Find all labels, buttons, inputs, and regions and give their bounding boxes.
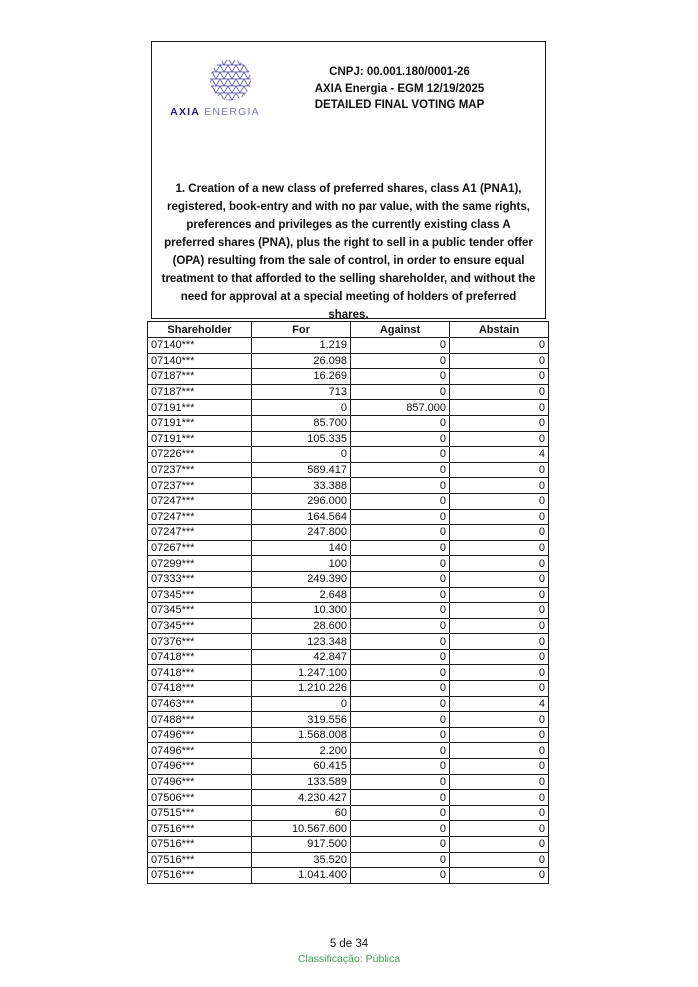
vote-count-cell: 0 (450, 338, 549, 354)
vote-count-cell: 0 (351, 665, 450, 681)
vote-count-cell: 2.648 (252, 587, 351, 603)
table-row (148, 743, 549, 759)
vote-count-cell: 1.219 (252, 338, 351, 354)
vote-count-cell: 0 (351, 462, 450, 478)
vote-count-cell: 10.567.600 (252, 821, 351, 837)
vote-count-cell: 917.500 (252, 837, 351, 853)
table-row (148, 852, 549, 868)
shareholder-cell: 07226*** (148, 447, 252, 463)
shareholder-cell: 07345*** (148, 603, 252, 619)
vote-count-cell: 0 (450, 462, 549, 478)
vote-count-cell: 0 (351, 556, 450, 572)
shareholder-cell: 07191*** (148, 415, 252, 431)
vote-count-cell: 0 (252, 696, 351, 712)
table-row (148, 415, 549, 431)
shareholder-cell: 07516*** (148, 852, 252, 868)
table-row (148, 556, 549, 572)
vote-count-cell: 0 (450, 493, 549, 509)
logo-wordmark (170, 106, 260, 118)
vote-count-cell: 105.335 (252, 431, 351, 447)
shareholder-cell: 07488*** (148, 712, 252, 728)
document-title: DETAILED FINAL VOTING MAP (314, 99, 485, 111)
vote-count-cell: 1.568.008 (252, 727, 351, 743)
vote-count-cell: 28.600 (252, 618, 351, 634)
vote-count-cell: 0 (351, 431, 450, 447)
shareholder-cell: 07418*** (148, 681, 252, 697)
vote-count-cell: 0 (450, 852, 549, 868)
table-row (148, 525, 549, 541)
table-row (148, 447, 549, 463)
vote-count-cell: 16.269 (252, 369, 351, 385)
shareholder-cell: 07247*** (148, 525, 252, 541)
vote-count-cell: 0 (351, 743, 450, 759)
vote-count-cell: 0 (450, 509, 549, 525)
vote-count-cell: 0 (450, 649, 549, 665)
shareholder-cell: 07376*** (148, 634, 252, 650)
shareholder-cell: 07516*** (148, 837, 252, 853)
table-row (148, 837, 549, 853)
shareholder-cell: 07140*** (148, 338, 252, 354)
vote-count-cell: 0 (351, 415, 450, 431)
table-row (148, 821, 549, 837)
vote-count-cell: 33.388 (252, 478, 351, 494)
vote-count-cell: 0 (450, 525, 549, 541)
table-row (148, 665, 549, 681)
shareholder-cell: 07140*** (148, 353, 252, 369)
header-text-block (260, 58, 545, 118)
vote-count-cell: 0 (351, 681, 450, 697)
vote-count-cell: 0 (351, 852, 450, 868)
shareholder-cell: 07496*** (148, 743, 252, 759)
vote-count-cell: 164.564 (252, 509, 351, 525)
vote-count-cell: 589.417 (252, 462, 351, 478)
column-header-shareholder: Shareholder (148, 322, 252, 338)
table-header-row (148, 322, 549, 338)
vote-count-cell: 2.200 (252, 743, 351, 759)
vote-count-cell: 0 (252, 400, 351, 416)
vote-count-cell: 0 (351, 571, 450, 587)
table-row (148, 696, 549, 712)
table-row (148, 338, 549, 354)
vote-count-cell: 0 (450, 556, 549, 572)
shareholder-cell: 07191*** (148, 400, 252, 416)
vote-count-cell: 0 (450, 665, 549, 681)
table-row (148, 493, 549, 509)
vote-count-cell: 296.000 (252, 493, 351, 509)
shareholder-cell: 07418*** (148, 665, 252, 681)
vote-count-cell: 0 (351, 790, 450, 806)
vote-count-cell: 0 (450, 868, 549, 884)
vote-count-cell: 0 (351, 493, 450, 509)
column-header-for: For (252, 322, 351, 338)
table-body (148, 338, 549, 884)
shareholder-cell: 07247*** (148, 509, 252, 525)
vote-count-cell: 100 (252, 556, 351, 572)
vote-count-cell: 249.390 (252, 571, 351, 587)
vote-count-cell: 0 (351, 447, 450, 463)
vote-count-cell: 0 (351, 618, 450, 634)
table-row (148, 603, 549, 619)
vote-count-cell: 0 (450, 743, 549, 759)
logo-wordmark-axia: AXIA (170, 106, 201, 118)
vote-count-cell: 133.589 (252, 774, 351, 790)
header-agenda-box (151, 41, 546, 319)
shareholder-cell: 07187*** (148, 369, 252, 385)
vote-count-cell: 0 (351, 696, 450, 712)
vote-count-cell: 0 (351, 509, 450, 525)
vote-count-cell: 0 (450, 571, 549, 587)
vote-count-cell: 319.556 (252, 712, 351, 728)
column-header-abstain: Abstain (450, 322, 549, 338)
table-row (148, 462, 549, 478)
table-row (148, 790, 549, 806)
table-row (148, 478, 549, 494)
document-header (152, 42, 545, 118)
vote-count-cell: 0 (450, 384, 549, 400)
vote-count-cell: 85.700 (252, 415, 351, 431)
shareholder-cell: 07496*** (148, 774, 252, 790)
vote-count-cell: 0 (450, 759, 549, 775)
shareholder-cell: 07515*** (148, 805, 252, 821)
vote-count-cell: 0 (450, 634, 549, 650)
table-row (148, 649, 549, 665)
vote-count-cell: 0 (351, 384, 450, 400)
vote-count-cell: 0 (450, 821, 549, 837)
vote-count-cell: 4 (450, 447, 549, 463)
vote-count-cell: 123.348 (252, 634, 351, 650)
axia-sphere-logo-icon (208, 58, 253, 104)
vote-count-cell: 0 (450, 727, 549, 743)
table-row (148, 369, 549, 385)
shareholder-cell: 07418*** (148, 649, 252, 665)
vote-count-cell: 0 (351, 338, 450, 354)
table-row (148, 712, 549, 728)
vote-count-cell: 10.300 (252, 603, 351, 619)
table-row (148, 571, 549, 587)
table-row (148, 618, 549, 634)
vote-count-cell: 0 (450, 400, 549, 416)
vote-count-cell: 1.247.100 (252, 665, 351, 681)
vote-count-cell: 140 (252, 540, 351, 556)
vote-count-cell: 0 (351, 369, 450, 385)
vote-count-cell: 4.230.427 (252, 790, 351, 806)
vote-count-cell: 60.415 (252, 759, 351, 775)
vote-count-cell: 0 (351, 603, 450, 619)
logo-wordmark-energia: ENERGIA (204, 106, 260, 118)
table-row (148, 587, 549, 603)
vote-count-cell: 0 (450, 681, 549, 697)
shareholder-cell: 07267*** (148, 540, 252, 556)
vote-count-cell: 0 (450, 603, 549, 619)
table-row (148, 353, 549, 369)
table-row (148, 431, 549, 447)
vote-count-cell: 0 (351, 759, 450, 775)
vote-count-cell: 0 (450, 618, 549, 634)
vote-count-cell: 0 (351, 837, 450, 853)
vote-count-cell: 713 (252, 384, 351, 400)
vote-count-cell: 857.000 (351, 400, 450, 416)
vote-count-cell: 0 (450, 415, 549, 431)
vote-count-cell: 0 (351, 634, 450, 650)
voting-table (147, 321, 549, 884)
page-number: 5 de 34 (329, 938, 369, 950)
vote-count-cell: 0 (450, 353, 549, 369)
agenda-item-text: 1. Creation of a new class of preferred shares, class A1 (PNA1), registered, book-entry and with no par value, with the same rights, preferences and privileges as the currently existing class A preferred shares (PNA), plus the right to sell in a public tender offer (OPA) resulting from the sale of control, in order to ensure equal treatment to that afforded to the selling shareholder, and without the need for approval at a special meeting of holders of preferred shares. (161, 183, 536, 321)
vote-count-cell: 0 (450, 712, 549, 728)
shareholder-cell: 07345*** (148, 618, 252, 634)
company-logo (152, 58, 260, 118)
shareholder-cell: 07191*** (148, 431, 252, 447)
vote-count-cell: 1.210.226 (252, 681, 351, 697)
column-header-against: Against (351, 322, 450, 338)
vote-count-cell: 4 (450, 696, 549, 712)
shareholder-cell: 07496*** (148, 727, 252, 743)
vote-count-cell: 0 (450, 790, 549, 806)
table-row (148, 509, 549, 525)
vote-count-cell: 26.098 (252, 353, 351, 369)
vote-count-cell: 0 (351, 805, 450, 821)
table-row (148, 540, 549, 556)
vote-count-cell: 0 (351, 525, 450, 541)
vote-count-cell: 0 (450, 540, 549, 556)
table-row (148, 681, 549, 697)
table-row (148, 759, 549, 775)
vote-count-cell: 0 (351, 868, 450, 884)
vote-count-cell: 247.800 (252, 525, 351, 541)
table-row (148, 634, 549, 650)
vote-count-cell: 0 (351, 774, 450, 790)
vote-count-cell: 0 (252, 447, 351, 463)
shareholder-cell: 07516*** (148, 868, 252, 884)
table-row (148, 868, 549, 884)
vote-count-cell: 0 (450, 774, 549, 790)
vote-count-cell: 0 (450, 369, 549, 385)
shareholder-cell: 07506*** (148, 790, 252, 806)
shareholder-cell: 07463*** (148, 696, 252, 712)
table-row (148, 774, 549, 790)
shareholder-cell: 07496*** (148, 759, 252, 775)
classification-label: Classificação: Pública (297, 953, 401, 965)
table-row (148, 400, 549, 416)
meeting-line: AXIA Energia - EGM 12/19/2025 (314, 82, 485, 95)
shareholder-cell: 07516*** (148, 821, 252, 837)
table-row (148, 384, 549, 400)
vote-count-cell: 42.847 (252, 649, 351, 665)
vote-count-cell: 1.041.400 (252, 868, 351, 884)
shareholder-cell: 07247*** (148, 493, 252, 509)
shareholder-cell: 07299*** (148, 556, 252, 572)
vote-count-cell: 0 (351, 821, 450, 837)
cnpj-line: CNPJ: 00.001.180/0001-26 (329, 66, 470, 78)
shareholder-cell: 07333*** (148, 571, 252, 587)
vote-count-cell: 0 (450, 431, 549, 447)
table-row (148, 805, 549, 821)
vote-count-cell: 0 (450, 587, 549, 603)
vote-count-cell: 0 (351, 540, 450, 556)
vote-count-cell: 0 (351, 478, 450, 494)
shareholder-cell: 07237*** (148, 462, 252, 478)
vote-count-cell: 0 (351, 727, 450, 743)
vote-count-cell: 0 (351, 649, 450, 665)
shareholder-cell: 07187*** (148, 384, 252, 400)
vote-count-cell: 0 (351, 587, 450, 603)
vote-count-cell: 0 (450, 837, 549, 853)
vote-count-cell: 0 (450, 478, 549, 494)
shareholder-cell: 07237*** (148, 478, 252, 494)
vote-count-cell: 35.520 (252, 852, 351, 868)
vote-count-cell: 0 (351, 712, 450, 728)
table-row (148, 727, 549, 743)
vote-count-cell: 0 (450, 805, 549, 821)
vote-count-cell: 60 (252, 805, 351, 821)
shareholder-cell: 07345*** (148, 587, 252, 603)
vote-count-cell: 0 (351, 353, 450, 369)
